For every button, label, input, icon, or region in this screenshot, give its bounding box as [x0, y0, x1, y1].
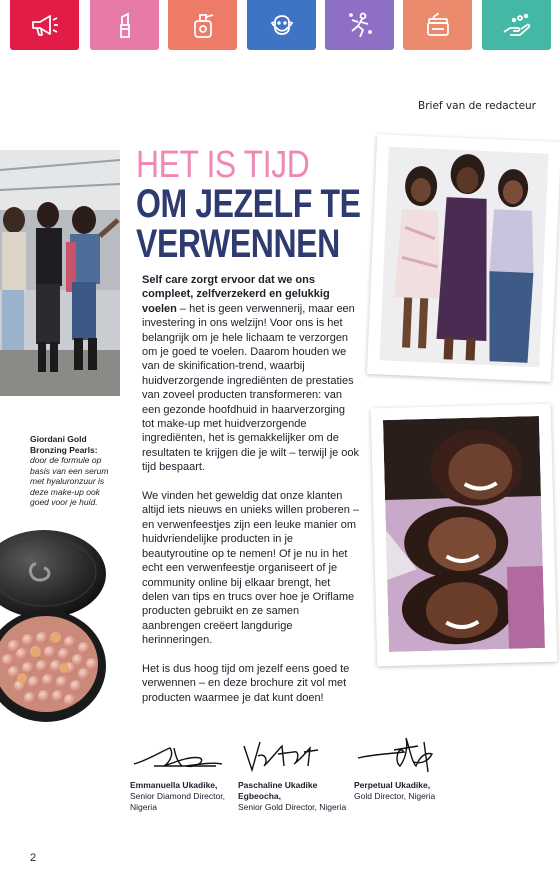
product-caption-description: door de formule op basis van een serum met hyaluronzuur is deze make-up ook goed voor je huid.	[30, 455, 109, 507]
category-tabs	[0, 0, 560, 52]
bronzing-pearls-product-image	[0, 518, 108, 728]
perfume-icon	[186, 10, 220, 40]
headline-line-1: HET IS TIJD	[136, 144, 310, 186]
page-number: 2	[30, 852, 37, 864]
section-label: Brief van de redacteur	[418, 100, 537, 112]
lead-text: Self care zorgt ervoor dat we ons compleet, zelfverzekerd en gelukkig voelen	[142, 274, 330, 315]
polaroid-photo-group	[367, 134, 560, 382]
paragraph-1	[142, 273, 360, 475]
handwritten-signature-1	[130, 732, 226, 776]
signature-3-title: Gold Director, Nigeria	[354, 791, 436, 801]
signature-2-name: Paschaline Ukadike Egbeocha,	[238, 780, 318, 801]
cream-jar-icon	[421, 10, 455, 40]
editorial-body	[142, 273, 360, 720]
signature-3-name: Perpetual Ukadike,	[354, 780, 431, 790]
signature-1-title: Senior Diamond Director, Nigeria	[130, 791, 225, 812]
lipstick-icon	[108, 10, 142, 40]
handwritten-signature-3	[354, 732, 450, 776]
signature-2-title: Senior Gold Director, Nigeria	[238, 802, 347, 812]
paragraph-2: We vinden het geweldig dat onze klanten altijd iets nieuws en unieks willen proberen – en verwenfeestjes zijn een leuke manier om huidvriendelijke producten in je beautyroutine op te nemen! Of je nu in het echt een verwenfeestje organiseert of je community online bij elkaar brengt, het delen van tips en trucs over hoe je Oriflame producten gebruikt en ze samen aanbrengen creëert langdurige herinneringen.	[142, 490, 360, 647]
signature-block-3	[354, 732, 464, 802]
tab-bodycare[interactable]	[482, 0, 551, 50]
wellness-icon	[343, 10, 377, 40]
tab-men[interactable]	[247, 0, 316, 50]
face-man-icon	[265, 10, 299, 40]
paragraph-1-text: – het is geen verwennerij, maar een investering in ons welzijn! Voor ons is het belangrijk om je hele lichaam te verzorgen om je goed te voelen. Daarom houden we van de skinification-trend, waarbij huidverzorgende ingrediënten de prestaties van zoveel producten transformeren: van een gezonde hoofdhuid in haarverzorging tot make-up met huidverzorgende ingrediënten, het is gemakkelijker om de resultaten te krijgen die je wilt – terwijl je ook tijd bespaart.	[142, 302, 360, 474]
product-caption-title: Giordani Gold Bronzing Pearls:	[30, 434, 98, 455]
group-photo-left	[0, 150, 120, 396]
signature-block-1	[130, 732, 240, 813]
product-caption	[30, 434, 112, 508]
tab-skincare[interactable]	[403, 0, 472, 50]
headline-line-2: OM JEZELF TE	[136, 182, 361, 226]
tab-makeup[interactable]	[90, 0, 159, 50]
signature-1-name: Emmanuella Ukadike,	[130, 780, 218, 790]
megaphone-icon	[28, 10, 62, 40]
polaroid-photo-faces	[371, 404, 558, 667]
headline-line-3: VERWENNEN	[136, 222, 340, 266]
tab-announcements[interactable]	[10, 0, 79, 50]
tab-fragrance[interactable]	[168, 0, 237, 50]
handwritten-signature-2	[238, 732, 334, 776]
paragraph-3: Het is dus hoog tijd om jezelf eens goed te verwennen – en deze brochure zit vol met producten waarmee je dat kunt doen!	[142, 662, 350, 704]
tab-wellness[interactable]	[325, 0, 394, 50]
signature-block-2	[238, 732, 348, 813]
hand-care-icon	[500, 10, 534, 40]
